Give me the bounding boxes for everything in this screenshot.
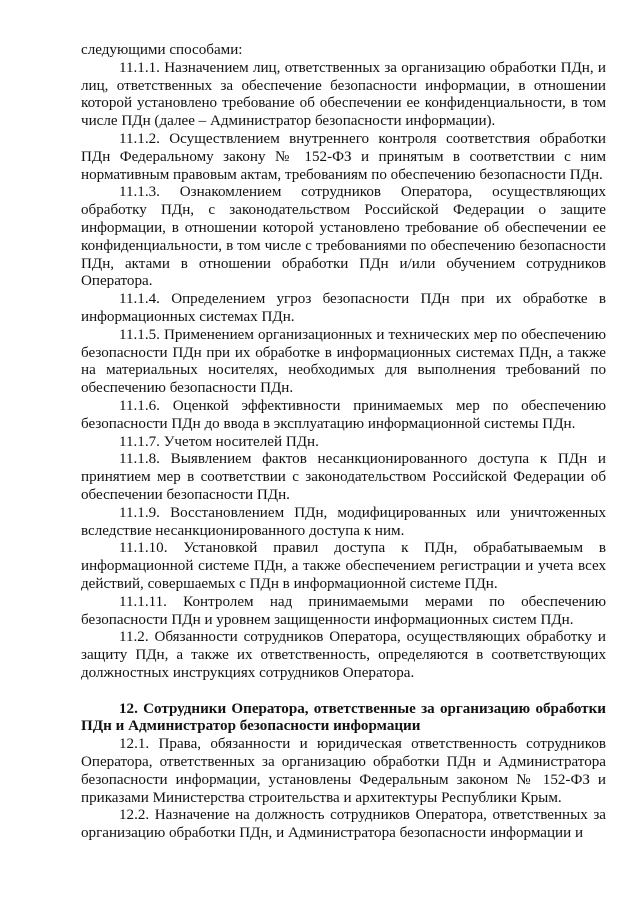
clause-11-1-10: 11.1.10. Установкой правил доступа к ПДн, обрабатываемым в информационной системе ПДн, а также обеспечением регистрации и учета всех действий, совершаемых с ПДн в информационной системе ПДн. <box>81 540 606 592</box>
document-body <box>81 42 606 843</box>
clause-11-1-7: 11.1.7. Учетом носителей ПДн. <box>119 433 319 450</box>
section-12-heading: 12. Сотрудники Оператора, ответственные за организацию обработки ПДн и Администратор безопасности информации <box>81 700 606 735</box>
clause-11-1-1: 11.1.1. Назначением лиц, ответственных за организацию обработки ПДн, и лиц, ответственных за обеспечение безопасности информации, в отношении которой установлено требование об обеспечении ее конфиденциальности, в том числе ПДн (далее – Администратор безопасности информации). <box>81 59 606 130</box>
clause-11-1-2: 11.1.2. Осуществлением внутреннего контроля соответствия обработки ПДн Федеральному закону № 152-ФЗ и принятым в соответствии с ним нормативным правовым актам, требованиям по обеспечению безопасности ПДн. <box>81 130 606 183</box>
clause-11-1-6: 11.1.6. Оценкой эффективности принимаемых мер по обеспечению безопасности ПДн до ввода в эксплуатацию информационной системы ПДн. <box>81 397 606 432</box>
clause-12-2: 12.2. Назначение на должность сотрудников Оператора, ответственных за организацию обработки ПДн, и Администратора безопасности информации и <box>81 807 606 842</box>
clause-11-1-8: 11.1.8. Выявлением фактов несанкционированного доступа к ПДн и принятием мер в соответствии с законодательством Российской Федерации об обеспечении безопасности ПДн. <box>81 451 606 503</box>
clause-12-1: 12.1. Права, обязанности и юридическая ответственность сотрудников Оператора, ответственных за организацию обработки ПДн и Администратора безопасности информации, установлены Федеральным законом № 152-ФЗ и приказами Министерства строительства и архитектуры Республики Крым. <box>81 736 606 806</box>
clause-11-2: 11.2. Обязанности сотрудников Оператора, осуществляющих обработку и защиту ПДн, а также их ответственность, определяются в соответствующих должностных инструкциях сотрудников Оператора. <box>81 629 606 681</box>
clause-11-1-5: 11.1.5. Применением организационных и технических мер по обеспечению безопасности ПДн при их обработке в информационных системах ПДн, а также на материальных носителях, необходимых для выполнения требований по обеспечению безопасности ПДн. <box>81 326 606 397</box>
clause-11-1-3: 11.1.3. Ознакомлением сотрудников Оператора, осуществляющих обработку ПДн, с законодательством Российской Федерации о защите информации, в отношении которой установлено требование об обеспечении ее конфиденциальности, в том числе с требованиями по обеспечению безопасности ПДн, актами в отношении обработки ПДн и/или обучением сотрудников Оператора. <box>81 184 606 290</box>
clause-11-1-9: 11.1.9. Восстановлением ПДн, модифицированных или уничтоженных вследствие несанкционированного доступа к ним. <box>81 504 606 539</box>
lead-in-text: следующими способами: <box>81 42 243 58</box>
clause-11-1-4: 11.1.4. Определением угроз безопасности ПДн при их обработке в информационных системах ПДн. <box>81 291 606 325</box>
clause-11-1-11: 11.1.11. Контролем над принимаемыми мерами по обеспечению безопасности ПДн и уровнем защищенности информационных систем ПДн. <box>81 593 606 628</box>
